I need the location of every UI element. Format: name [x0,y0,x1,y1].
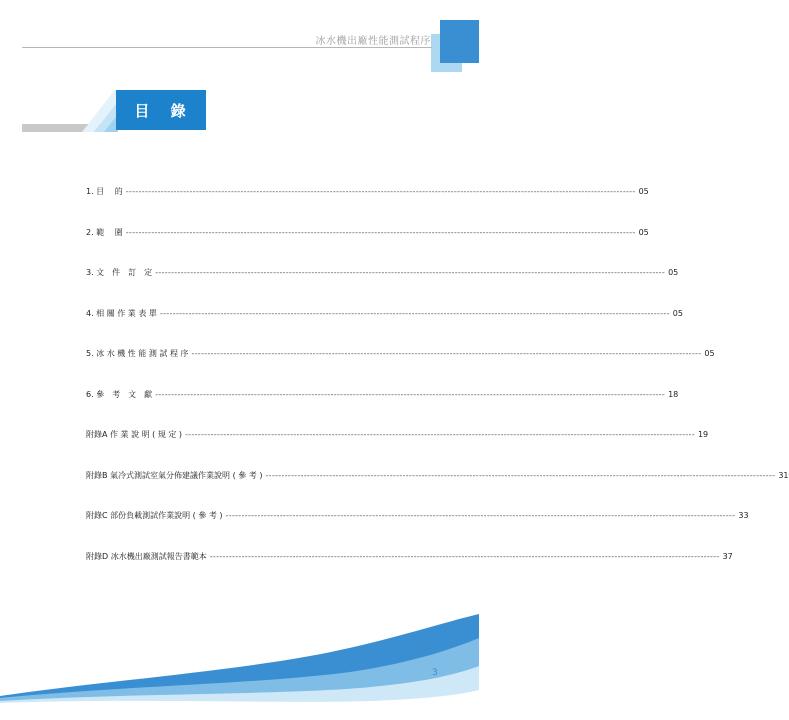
footer-wave-decoration [0,600,479,720]
toc-row[interactable] [86,429,709,470]
table-of-contents [86,186,789,591]
toc-dot-leader: ---------------------------------------------------------------------------------------------------------------------------------------------------------------- [191,349,702,358]
toc-dot-leader: ---------------------------------------------------------------------------------------------------------------------------------------------------------------- [125,227,636,237]
toc-entry-label: 附錄D 冰水機出廠測試報告書範本 [86,551,207,561]
toc-row[interactable] [86,510,749,551]
toc-dot-leader: ---------------------------------------------------------------------------------------------------------------------------------------------------------------- [155,389,666,399]
toc-entry-label: 2. 範 圍 [86,227,123,237]
toc-entry-label: 3. 文 件 訂 定 [86,268,153,277]
toc-entry-page: 05 [668,268,679,277]
toc-entry-page: 18 [668,389,679,399]
toc-entry-label: 4. 相 關 作 業 表 單 [86,308,157,318]
header-divider [22,47,432,48]
toc-dot-leader: ---------------------------------------------------------------------------------------------------------------------------------------------------------------- [159,308,670,318]
toc-title: 目 錄 [134,101,194,120]
toc-dot-leader: ---------------------------------------------------------------------------------------------------------------------------------------------------------------- [265,470,776,480]
toc-entry-page: 05 [704,349,715,358]
toc-dot-leader: ---------------------------------------------------------------------------------------------------------------------------------------------------------------- [225,511,736,520]
toc-title-banner [116,90,206,130]
toc-entry-page: 31 [778,470,789,480]
toc-row[interactable] [86,551,733,592]
toc-entry-page: 37 [722,551,733,561]
toc-dot-leader: ---------------------------------------------------------------------------------------------------------------------------------------------------------------- [155,268,666,277]
toc-row[interactable] [86,348,715,389]
toc-row[interactable] [86,267,679,308]
toc-entry-page: 19 [697,430,709,439]
toc-entry-label: 5. 冰 水 機 性 能 測 試 程 序 [86,349,189,358]
page-number: 3 [432,668,438,678]
toc-dot-leader: ---------------------------------------------------------------------------------------------------------------------------------------------------------------- [185,430,695,439]
toc-entry-label: 6. 參 考 文 獻 [86,389,153,399]
toc-row[interactable] [86,389,679,430]
toc-entry-page: 05 [638,187,649,196]
header-corner-dark-block [440,20,479,63]
toc-entry-label: 附錄A 作 業 說 明 ( 規 定 ) [86,430,183,439]
toc-entry-label: 1. 目 的 [86,187,123,196]
toc-row[interactable] [86,186,649,227]
toc-entry-label: 附錄C 部份負載測試作業說明 ( 參 考 ) [86,511,223,520]
toc-dot-leader: ---------------------------------------------------------------------------------------------------------------------------------------------------------------- [209,551,720,561]
toc-row[interactable] [86,308,683,349]
toc-entry-page: 05 [672,308,683,318]
toc-row[interactable] [86,227,649,268]
toc-entry-page: 33 [738,511,749,520]
document-header-title: 冰水機出廠性能測試程序 [315,36,431,47]
toc-row[interactable] [86,470,789,511]
toc-entry-page: 05 [638,227,649,237]
toc-dot-leader: ---------------------------------------------------------------------------------------------------------------------------------------------------------------- [125,187,636,196]
toc-entry-label: 附錄B 氣冷式測試室氣分佈建議作業說明 ( 參 考 ) [86,470,263,480]
